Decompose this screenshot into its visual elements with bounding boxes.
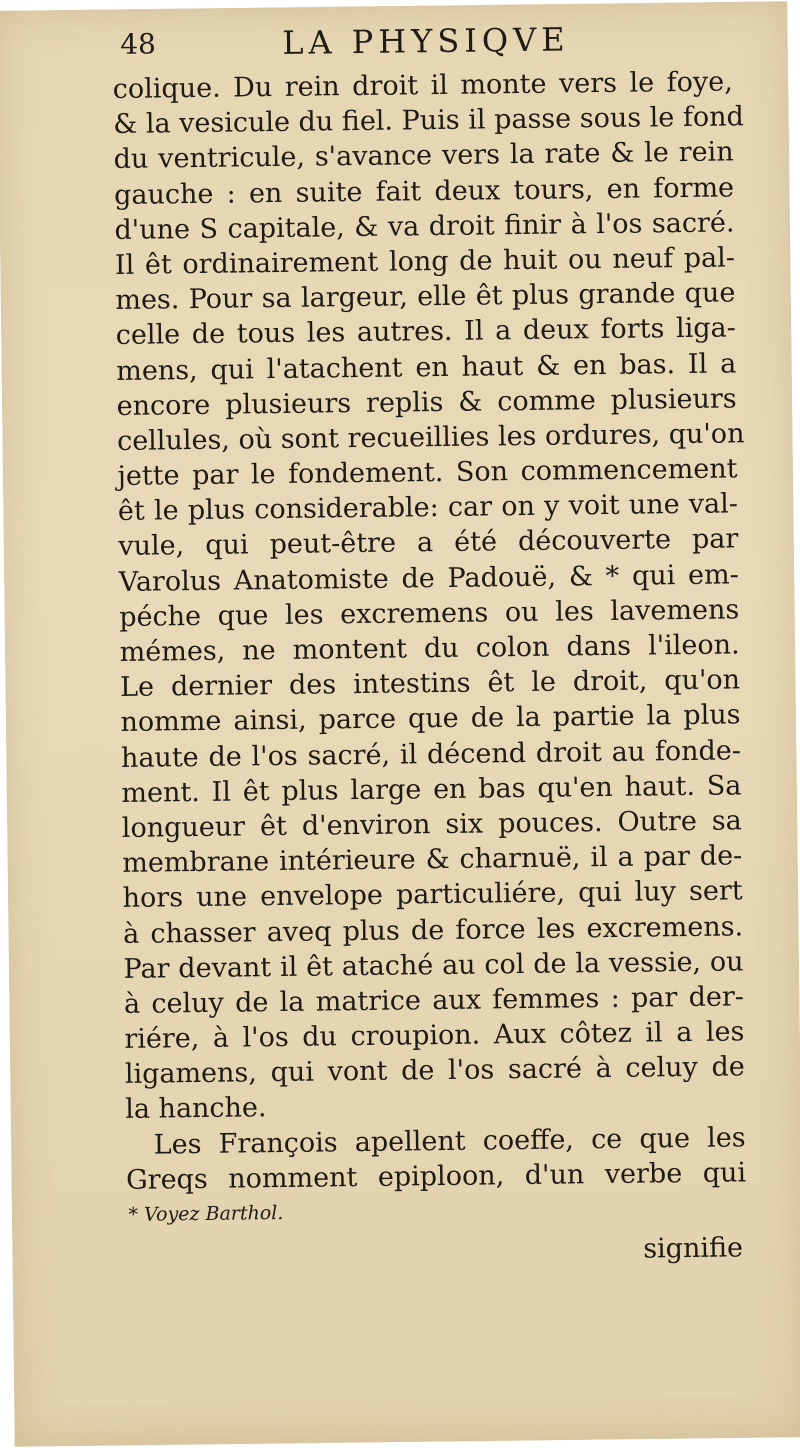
text-line: haute de l'os sacré, il décend droit au fonde-	[120, 734, 742, 774]
catchword: signifie	[643, 1232, 744, 1265]
text-line: d'une S capitale, & va droit finir à l'os sacré.	[114, 207, 735, 246]
text-line: & la vesicule du fiel. Puis il passe sous le fond	[113, 101, 744, 141]
text-line: ligamens, qui vont de l'os sacré à celuy de	[124, 1051, 745, 1091]
text-line: vule, qui peut-être a été découverte par	[118, 523, 739, 563]
text-line: mémes, ne montent du colon dans l'ileon.	[119, 629, 740, 668]
text-line: la hanche.	[125, 1092, 267, 1126]
text-line: celle de tous les autres. Il a deux forts liga-	[115, 312, 736, 352]
text-line: Varolus Anatomiste de Padouë, & * qui em-	[118, 559, 739, 598]
text-line: membrane intérieure & charnuë, il a par de-	[122, 840, 743, 880]
text-line: riére, à l'os du croupion. Aux côtez il a les	[124, 1016, 745, 1055]
text-line: nomme ainsi, parce que de la partie la plus	[120, 699, 741, 739]
text-line: mes. Pour sa largeur, elle êt plus grande que	[115, 277, 736, 317]
text-line: jette par le fondement. Son commencement	[117, 453, 738, 493]
text-line: longueur êt d'environ six pouces. Outre sa	[121, 805, 742, 844]
running-title: LA PHYSIQVE	[282, 20, 570, 62]
text-line: du ventricule, s'avance vers la rate & le rein	[113, 136, 734, 176]
text-line: mens, qui l'atachent en haut & en bas. Il a	[116, 347, 737, 387]
page-header	[112, 16, 733, 72]
text-line: gauche : en suite fait deux tours, en forme	[113, 171, 735, 211]
text-line: hors une envelope particuliére, qui luy sert	[122, 875, 743, 915]
text-block	[112, 16, 747, 1270]
text-line: à celuy de la matrice aux femmes : par der-	[123, 981, 745, 1020]
text-line: Les François apellent coeffe, ce que les	[153, 1121, 746, 1161]
body-text	[113, 64, 747, 1197]
text-line: encore plusieurs replis & comme plusieurs	[116, 383, 737, 422]
text-line: Par devant il êt ataché au col de la vessie, ou	[123, 946, 744, 985]
text-line: Il êt ordinairement long de huit ou neuf pal-	[114, 242, 736, 281]
text-line: êt le plus considerable: car on y voit une val-	[117, 488, 739, 528]
text-line: à chasser aveq plus de force les excremens.	[122, 910, 744, 950]
text-line: colique. Du rein droit il monte vers le foye,	[112, 66, 733, 105]
text-line: péche que les excremens ou les lavemens	[119, 594, 740, 633]
text-line: cellules, où sont recueillies les ordures, qu'on	[116, 418, 745, 457]
page-number: 48	[120, 27, 157, 61]
text-line: ment. Il êt plus large en bas qu'en haut. Sa	[121, 770, 742, 809]
footnote: * Voyez Barthol.	[128, 1201, 284, 1226]
text-line: Greqs nomment epiploon, d'un verbe qui	[125, 1157, 747, 1196]
text-line: Le dernier des intestins êt le droit, qu'on	[119, 664, 741, 704]
